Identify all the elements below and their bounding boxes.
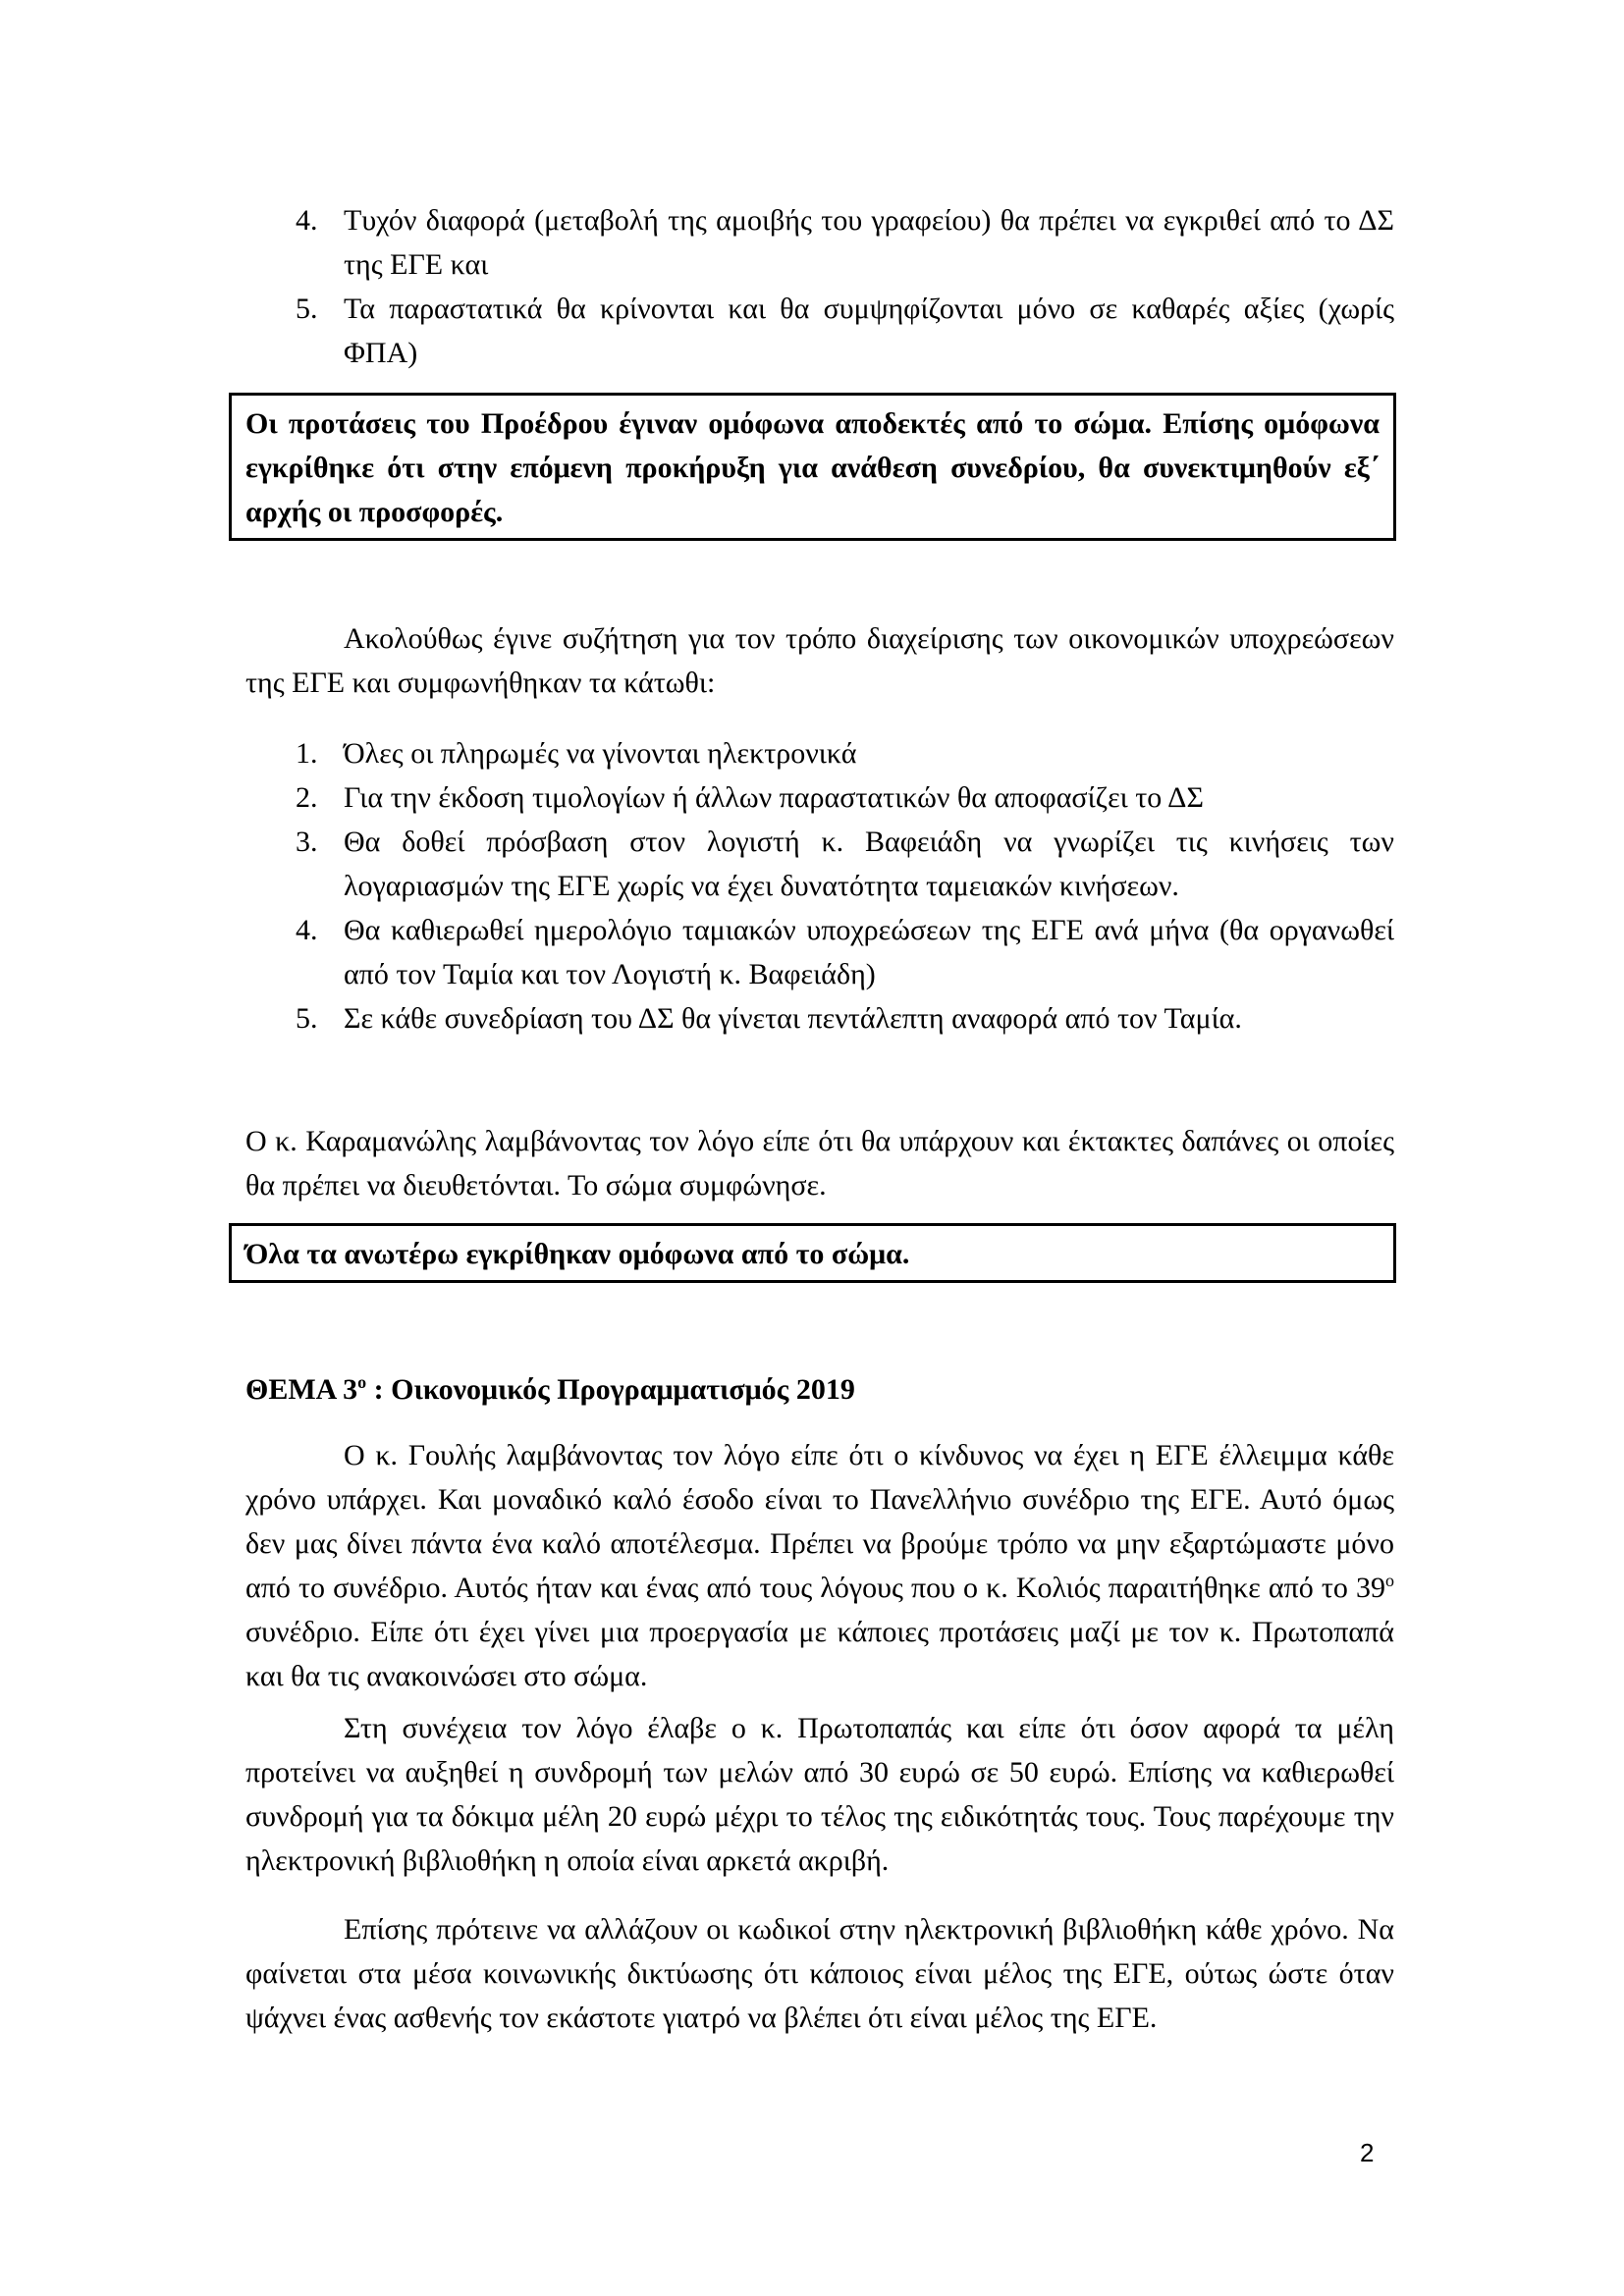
fee-conditions-list (245, 198, 1394, 375)
list-number: 5. (296, 293, 318, 325)
list-item-text: Θα καθιερωθεί ημερολόγιο ταμιακών υποχρεώσεων της ΕΓΕ ανά μήνα (θα οργανωθεί από τον Ταμία και τον Λογιστή κ. Βαφειάδη) (344, 914, 1394, 990)
list-item-text: Τα παραστατικά θα κρίνονται και θα συμψηφίζονται μόνο σε καθαρές αξίες (χωρίς ΦΠΑ) (344, 293, 1394, 369)
decision-box-proposals (229, 393, 1396, 541)
list-item (245, 198, 1394, 287)
list-number: 3. (296, 826, 318, 858)
paragraph-protopapas: Στη συνέχεια τον λόγο έλαβε ο κ. Πρωτοπαπάς και είπε ότι όσον αφορά τα μέλη προτείνει να αυξηθεί η συνδρομή των μελών από 30 ευρώ σε 50 ευρώ. Επίσης να καθιερωθεί συνδρομή για τα δόκιμα μέλη 20 ευρώ μέχρι το τέλος της ειδικότητάς τους. Τους παρέχουμε την ηλεκτρονική βιβλιοθήκη η οποία είναι αρκετά ακριβή. (245, 1712, 1394, 1877)
list-number: 1. (296, 737, 318, 770)
list-item-text: Για την έκδοση τιμολογίων ή άλλων παραστατικών θα αποφασίζει το ΔΣ (344, 781, 1204, 814)
list-item (245, 731, 1394, 775)
page-number: 2 (1360, 2138, 1375, 2167)
decision-text: Οι προτάσεις του Προέδρου έγιναν ομόφωνα αποδεκτές από το σώμα. Επίσης ομόφωνα εγκρίθηκε ότι στην επόμενη προκήρυξη για ανάθεση συνεδρίου, θα συνεκτιμηθούν εξ΄ αρχής οι προσφορές. (245, 407, 1380, 528)
list-item (245, 908, 1394, 996)
list-number: 4. (296, 914, 318, 946)
paragraph-ebook-codes: Επίσης πρότεινε να αλλάζουν οι κωδικοί στην ηλεκτρονική βιβλιοθήκη κάθε χρόνο. Να φαίνεται στα μέσα κοινωνικής δικτύωσης ότι κάποιος είναι μέλος της ΕΓΕ, ούτως ώστε όταν ψάχνει ένας ασθενής τον εκάστοτε γιατρό να βλέπει ότι είναι μέλος της ΕΓΕ. (245, 1913, 1394, 2034)
paragraph-goulis: Ο κ. Γουλής λαμβάνοντας τον λόγο είπε ότι ο κίνδυνος να έχει η ΕΓΕ έλλειμμα κάθε χρόνο υπάρχει. Και μοναδικό καλό έσοδο είναι το Πανελλήνιο συνέδριο της ΕΓΕ. Αυτό όμως δεν μας δίνει πάντα ένα καλό αποτέλεσμα. Πρέπει να βρούμε τρόπο να μην εξαρτώμαστε μόνο από το συνέδριο. Αυτός ήταν και ένας από τους λόγους που ο κ. Κολιός παραιτήθηκε από το $39^o$ συνέδριο. Είπε ότι έχει γίνει μια προεργασία με κάποιες προτάσεις μαζί με τον κ. Πρωτοπαπά και θα τις ανακοινώσει στο σώμα. (245, 1439, 1394, 1692)
list-number: 2. (296, 781, 318, 814)
financial-rules-list (245, 731, 1394, 1041)
list-item (245, 287, 1394, 375)
list-number: 5. (296, 1002, 318, 1035)
decision-text: Όλα τα ανωτέρω εγκρίθηκαν ομόφωνα από το σώμα. (245, 1238, 910, 1270)
list-item-text: Τυχόν διαφορά (μεταβολή της αμοιβής του γραφείου) θα πρέπει να εγκριθεί από το ΔΣ της ΕΓΕ και (344, 204, 1394, 281)
list-item (245, 820, 1394, 908)
paragraph-karamanolis: Ο κ. Καραμανώλης λαμβάνοντας τον λόγο είπε ότι θα υπάρχουν και έκτακτες δαπάνες οι οποίες θα πρέπει να διευθετόνται. Το σώμα συμφώνησε. (245, 1125, 1394, 1201)
list-item (245, 996, 1394, 1041)
list-item (245, 775, 1394, 820)
section-heading-topic-3: ΘΕΜΑ $3^o$ : Οικονομικός Προγραμματισμός 2019 (245, 1372, 855, 1406)
list-item-text: Θα δοθεί πρόσβαση στον λογιστή κ. Βαφειάδη να γνωρίζει τις κινήσεις των λογαριασμών της ΕΓΕ χωρίς να έχει δυνατότητα ταμειακών κινήσεων. (344, 826, 1394, 902)
list-item-text: Σε κάθε συνεδρίαση του ΔΣ θα γίνεται πεντάλεπτη αναφορά από τον Ταμία. (344, 1002, 1242, 1035)
paragraph-financial-obligations: Ακολούθως έγινε συζήτηση για τον τρόπο διαχείρισης των οικονομικών υποχρεώσεων της ΕΓΕ και συμφωνήθηκαν τα κάτωθι: (245, 622, 1394, 699)
list-number: 4. (296, 204, 318, 237)
decision-box-approved (229, 1223, 1396, 1283)
list-item-text: Όλες οι πληρωμές να γίνονται ηλεκτρονικά (344, 737, 857, 770)
